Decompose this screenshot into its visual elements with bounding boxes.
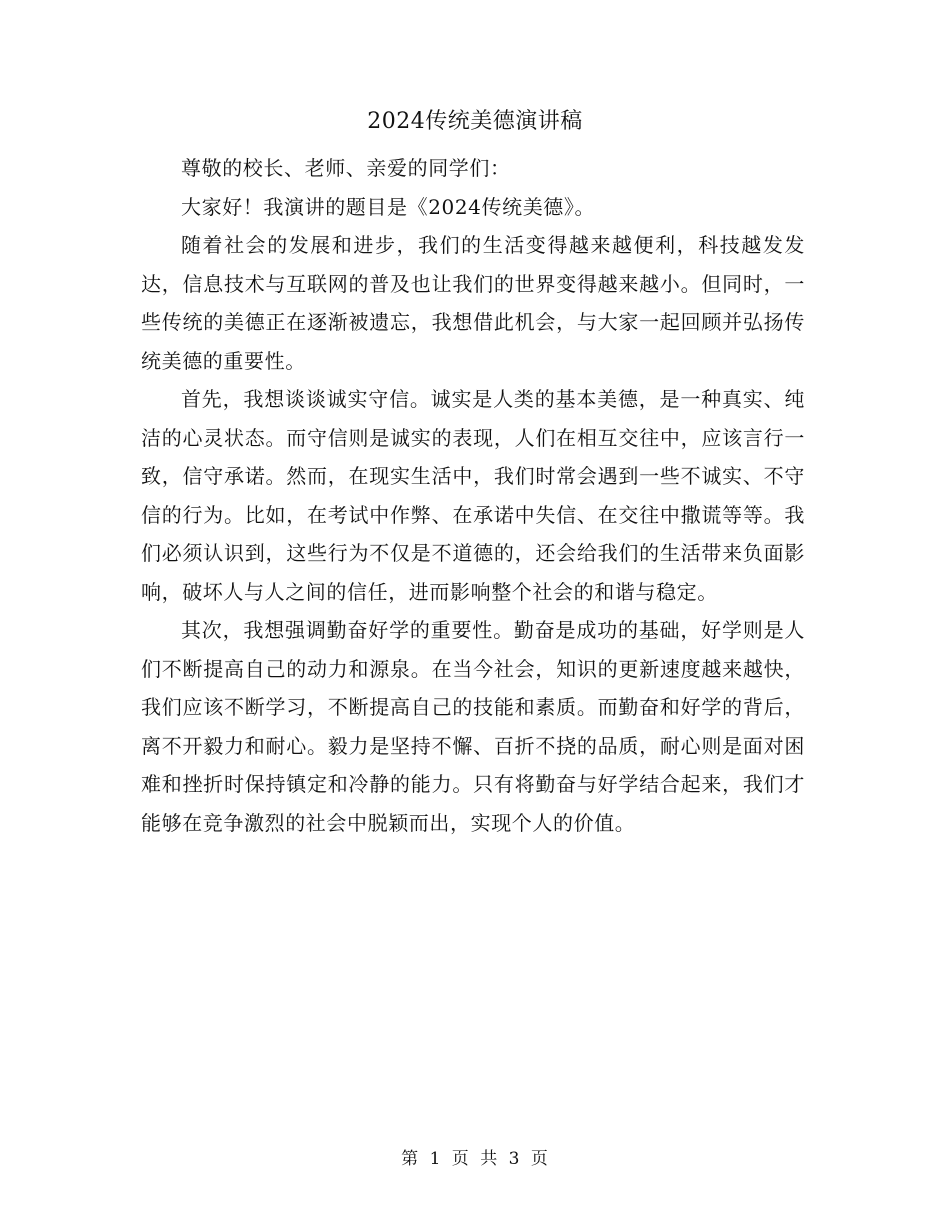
document-body	[141, 149, 805, 842]
intro-paragraph: 随着社会的发展和进步，我们的生活变得越来越便利，科技越发发达，信息技术与互联网的普及也让我们的世界变得越来越小。但同时，一些传统的美德正在逐渐被遗忘，我想借此机会，与大家一起回顾并弘扬传统美德的重要性。	[141, 233, 805, 373]
honesty-paragraph: 首先，我想谈谈诚实守信。诚实是人类的基本美德，是一种真实、纯洁的心灵状态。而守信则是诚实的表现，人们在相互交往中，应该言行一致，信守承诺。然而，在现实生活中，我们时常会遇到一些不诚实、不守信的行为。比如，在考试中作弊、在承诺中失信、在交往中撒谎等等。我们必须认识到，这些行为不仅是不道德的，还会给我们的生活带来负面影响，破坏人与人之间的信任，进而影响整个社会的和谐与稳定。	[141, 387, 805, 604]
diligence-paragraph: 其次，我想强调勤奋好学的重要性。勤奋是成功的基础，好学则是人们不断提高自己的动力和源泉。在当今社会，知识的更新速度越来越快，我们应该不断学习，不断提高自己的技能和素质。而勤奋和好学的背后，离不开毅力和耐心。毅力是坚持不懈、百折不挠的品质，耐心则是面对困难和挫折时保持镇定和冷静的能力。只有将勤奋与好学结合起来，我们才能够在竞争激烈的社会中脱颖而出，实现个人的价值。	[141, 618, 805, 835]
page-number-footer: 第 1 页 共 3 页	[401, 1149, 549, 1169]
salutation-paragraph: 尊敬的校长、老师、亲爱的同学们：	[181, 156, 511, 180]
greeting-paragraph: 大家好！我演讲的题目是《2024传统美德》。	[181, 194, 596, 219]
document-title: 2024传统美德演讲稿	[367, 109, 583, 134]
